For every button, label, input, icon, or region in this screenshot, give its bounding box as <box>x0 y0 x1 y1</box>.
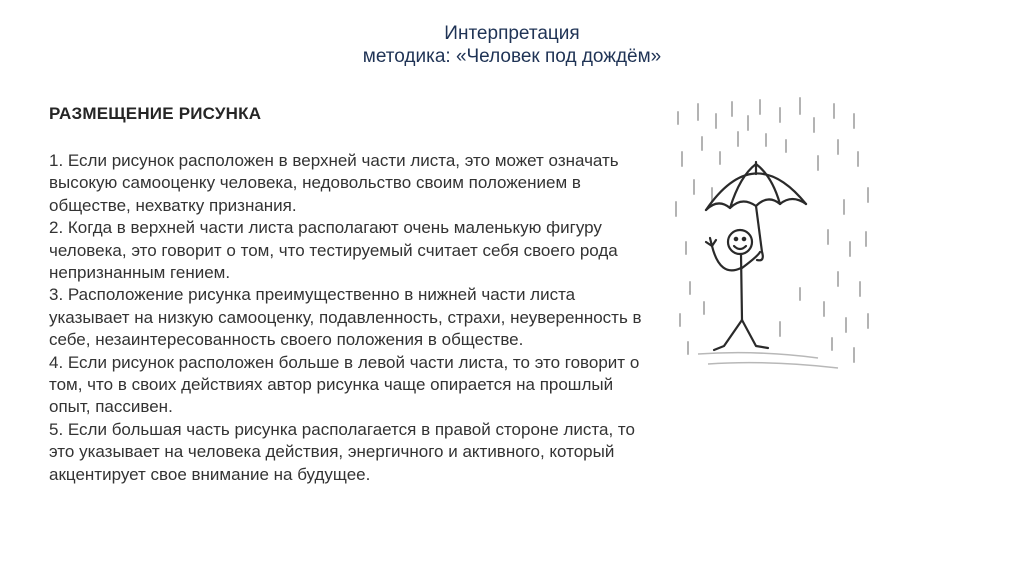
list-item: 3. Расположение рисунка преимущественно в нижней части листа указывает на низкую самооценку, подавленность, страхи, неуверенность в себе, незаинтересованность своего положения в обществе. <box>49 285 642 350</box>
list-item: 4. Если рисунок расположен больше в левой части листа, то это говорит о том, что в своих действиях автор рисунка чаще опирается на прошлый опыт, пассивен. <box>49 352 640 417</box>
slide-title-line-2: методика: «Человек под дождём» <box>362 46 662 67</box>
slide-title <box>0 22 1024 68</box>
list-item: 2. Когда в верхней части листа располагают очень маленькую фигуру человека, это говорит о том, что тестируемый считает себя своего рода непризнанным гением. <box>49 218 618 283</box>
stick-person <box>706 230 768 350</box>
list-item: 5. Если большая часть рисунка располагается в правой стороне листа, то это указывает на человека действия, энергичного и активного, который акцентирует свое внимание на будущее. <box>49 419 635 484</box>
puddle <box>698 353 838 368</box>
section-heading: РАЗМЕЩЕНИЕ РИСУНКА <box>49 104 262 123</box>
list-item: 1. Если рисунок расположен в верхней части листа, это может означать высокую самооценку человека, недовольство своим положением в обществе, нехватку признания. <box>49 151 619 215</box>
person-in-rain-icon <box>668 92 880 380</box>
interpretation-list <box>49 150 649 486</box>
rain-drops <box>676 98 868 362</box>
slide-title-line-1: Интерпретация <box>444 23 580 44</box>
umbrella <box>706 162 806 260</box>
